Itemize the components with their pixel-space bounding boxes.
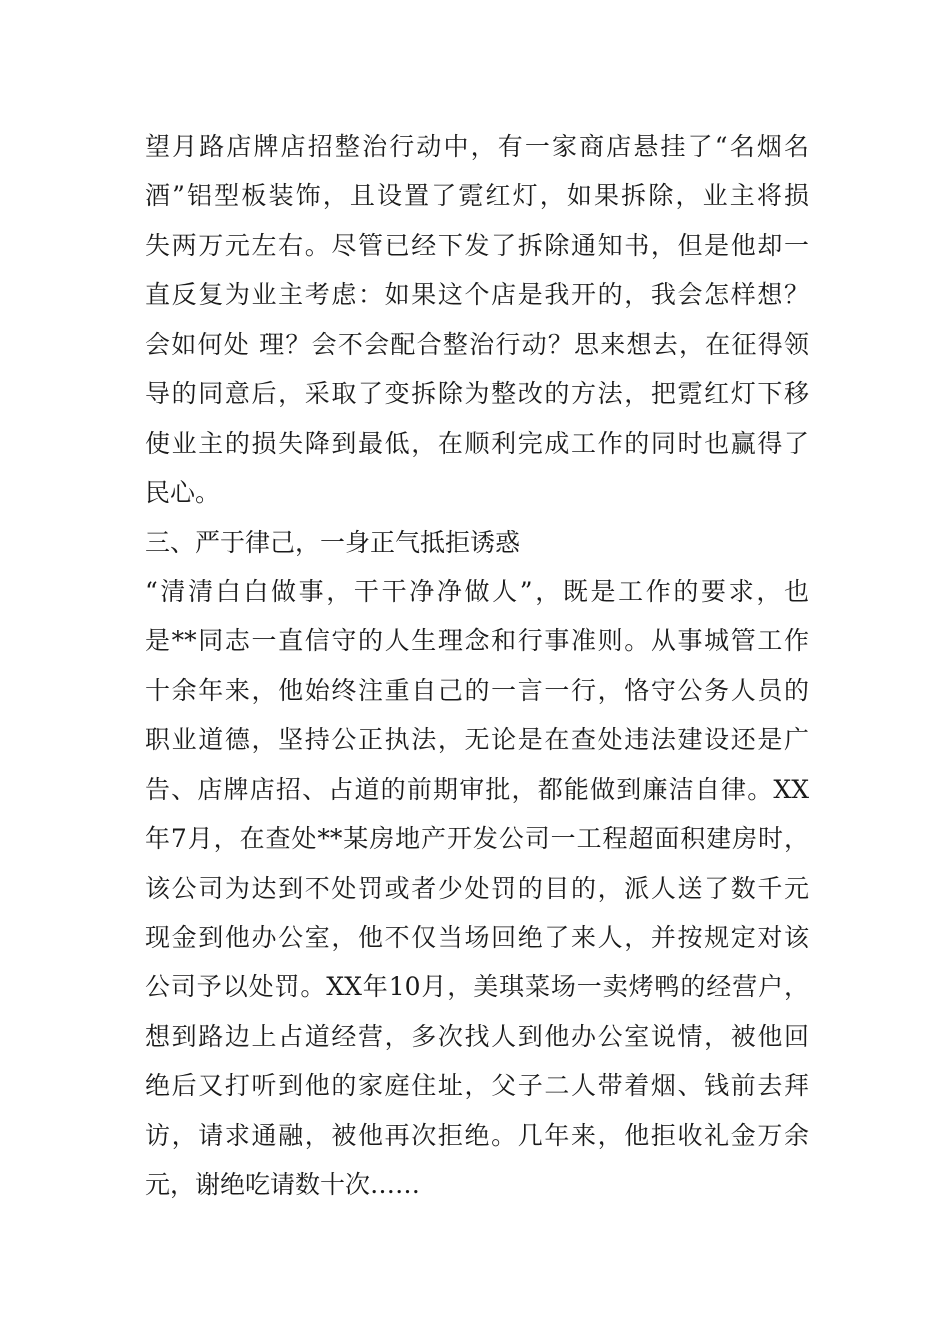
text-line: 民心。: [145, 478, 221, 508]
text-line: 直反复为业主考虑：如果这个店是我开的，我会怎样想？: [145, 280, 809, 310]
text-line: 现金到他办公室，他不仅当场回绝了来人，并按规定对该: [145, 923, 809, 952]
text-line: 十余年来，他始终注重自己的一言一行，恪守公务人员的: [145, 675, 809, 705]
text-line: 该公司为达到不处罚或者少处罚的目的，派人送了数千元: [145, 873, 809, 903]
text-line: 告、店牌店招、占道的前期审批，都能做到廉洁自律。XX: [145, 774, 809, 804]
text-line: 访，请求通融，被他再次拒绝。几年来，他拒收礼金万余: [145, 1120, 809, 1150]
section-heading: 三、严于律己，一身正气抵拒诱惑: [145, 527, 521, 557]
text-line: 使业主的损失降到最低，在顺利完成工作的同时也赢得了: [145, 428, 809, 458]
text-line: “清清白白做事，干干净净做人”，既是工作的要求，也: [145, 576, 809, 606]
text-line: 望月路店牌店招整治行动中，有一家商店悬挂了“名烟名: [145, 132, 809, 161]
document-body: [145, 127, 809, 1215]
text-line: 失两万元左右。尽管已经下发了拆除通知书，但是他却一: [145, 230, 809, 260]
text-line: 想到路边上占道经营，多次找人到他办公室说情，被他回: [145, 1021, 809, 1051]
text-line: 元，谢绝吃请数十次……: [145, 1170, 421, 1200]
text-line: 年7月，在查处**某房地产开发公司一工程超面积建房时，: [145, 824, 809, 854]
text-line: 职业道德，坚持公正执法，无论是在查处违法建设还是广: [145, 725, 809, 755]
text-line: 公司予以处罚。XX年10月，美琪菜场一卖烤鸭的经营户，: [145, 972, 809, 1002]
text-line: 绝后又打听到他的家庭住址，父子二人带着烟、钱前去拜: [145, 1071, 809, 1101]
text-line: 导的同意后，采取了变拆除为整改的方法，把霓红灯下移: [145, 379, 809, 409]
text-line: 会如何处 理？会不会配合整治行动？思来想去，在征得领: [145, 329, 809, 359]
text-line: 是**同志一直信守的人生理念和行事准则。从事城管工作: [145, 626, 809, 656]
text-line: 酒”铝型板装饰，且设置了霓红灯，如果拆除，业主将损: [145, 181, 809, 211]
